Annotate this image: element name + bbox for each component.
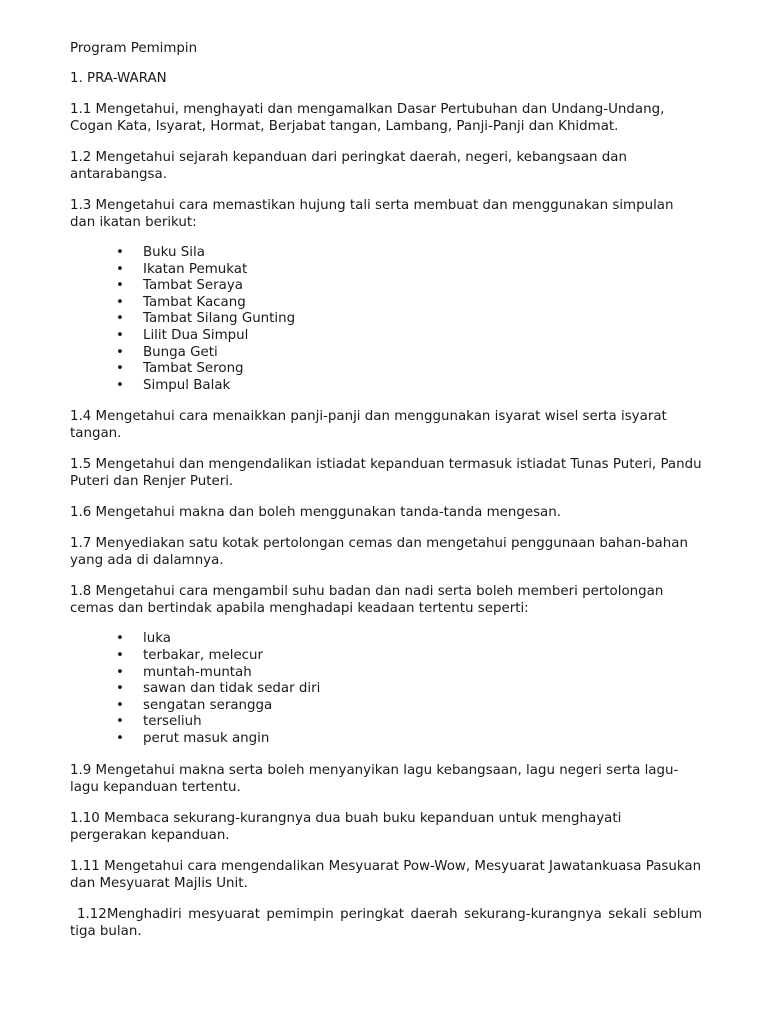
item-1-4: 1.4 Mengetahui cara menaikkan panji-panji dan menggunakan isyarat wisel serta isyarat tangan. bbox=[70, 409, 667, 442]
bullet-icon: • bbox=[116, 647, 124, 663]
item-1-9: 1.9 Mengetahui makna serta boleh menyanyikan lagu kebangsaan, lagu negeri serta lagu-lagu kepanduan tertentu. bbox=[70, 762, 679, 795]
item-1-12: 1.12Menghadiri mesyuarat pemimpin peringkat daerah sekurang-kurangnya sekali seblum tiga bulan. bbox=[70, 906, 702, 939]
list-item: • Lilit Dua Simpul bbox=[116, 327, 249, 343]
list-item: • perut masuk angin bbox=[116, 730, 270, 746]
section-heading: 1. PRA-WARAN bbox=[70, 71, 167, 86]
list-item: • Tambat Silang Gunting bbox=[116, 311, 296, 327]
bullet-icon: • bbox=[116, 697, 124, 713]
document-page bbox=[70, 40, 702, 954]
item-1-3: 1.3 Mengetahui cara memastikan hujung tali serta membuat dan menggunakan simpulan dan ikatan berikut: bbox=[70, 198, 674, 230]
item-1-8: 1.8 Mengetahui cara mengambil suhu badan dan nadi serta boleh memberi pertolongan cemas dan bertindak apabila menghadapi keadaan tertentu seperti: bbox=[70, 584, 664, 617]
bullet-icon: • bbox=[116, 664, 124, 680]
bullet-icon: • bbox=[116, 361, 124, 377]
bullet-icon: • bbox=[116, 245, 124, 260]
bullet-icon: • bbox=[116, 714, 124, 730]
item-1-2: 1.2 Mengetahui sejarah kepanduan dari peringkat daerah, negeri, kebangsaan dan antarabangsa. bbox=[70, 150, 627, 182]
list-item: • Simpul Balak bbox=[116, 377, 231, 393]
bullet-icon: • bbox=[116, 377, 124, 393]
bullet-icon: • bbox=[116, 261, 124, 277]
item-1-1: 1.1 Mengetahui, menghayati dan mengamalkan Dasar Pertubuhan dan Undang-Undang, Cogan Kata, Isyarat, Hormat, Berjabat tangan, Lambang, Panji-Panji dan Khidmat. bbox=[70, 102, 665, 134]
list-item: • sawan dan tidak sedar diri bbox=[116, 681, 321, 697]
item-1-11: 1.11 Mengetahui cara mengendalikan Mesyuarat Pow-Wow, Mesyuarat Jawatankuasa Pasukan dan Mesyuarat Majlis Unit. bbox=[70, 858, 702, 891]
item-1-7: 1.7 Menyediakan satu kotak pertolongan cemas dan mengetahui penggunaan bahan-bahan yang ada di dalamnya. bbox=[70, 536, 688, 569]
document-title: Program Pemimpin bbox=[70, 41, 198, 56]
list-item: • Tambat Kacang bbox=[116, 294, 246, 310]
bullet-icon: • bbox=[116, 681, 124, 697]
list-item: • Bunga Geti bbox=[116, 344, 218, 360]
bullet-icon: • bbox=[116, 294, 124, 310]
list-item: • Tambat Seraya bbox=[116, 278, 244, 294]
list-item: • luka bbox=[116, 631, 171, 647]
bullet-icon: • bbox=[116, 730, 124, 746]
item-1-6: 1.6 Mengetahui makna dan boleh menggunakan tanda-tanda mengesan. bbox=[70, 505, 562, 521]
first-aid-list bbox=[70, 631, 702, 747]
list-item: • terseliuh bbox=[116, 714, 202, 730]
bullet-icon: • bbox=[116, 327, 124, 343]
item-1-5: 1.5 Mengetahui dan mengendalikan istiadat kepanduan termasuk istiadat Tunas Puteri, Pandu Puteri dan Renjer Puteri. bbox=[70, 457, 702, 490]
bullet-icon: • bbox=[116, 311, 124, 327]
list-item: • sengatan serangga bbox=[116, 697, 273, 713]
list-item: • Ikatan Pemukat bbox=[116, 261, 248, 277]
list-item: • terbakar, melecur bbox=[116, 647, 264, 663]
knots-list bbox=[70, 245, 702, 394]
item-1-10: 1.10 Membaca sekurang-kurangnya dua buah buku kepanduan untuk menghayati pergerakan kepanduan. bbox=[70, 810, 622, 843]
list-item: • muntah-muntah bbox=[116, 664, 252, 680]
bullet-icon: • bbox=[116, 278, 124, 294]
bullet-icon: • bbox=[116, 344, 124, 360]
list-item: • Tambat Serong bbox=[116, 361, 244, 377]
list-item: • Buku Sila bbox=[116, 245, 205, 260]
bullet-icon: • bbox=[116, 631, 124, 647]
